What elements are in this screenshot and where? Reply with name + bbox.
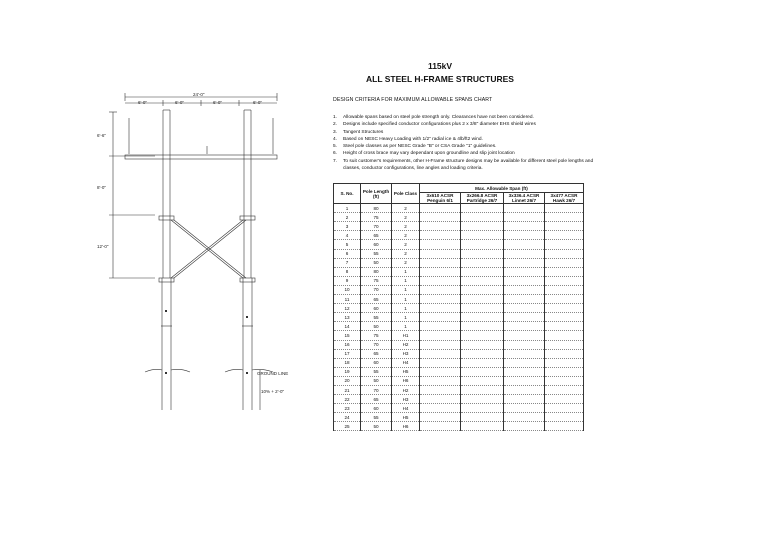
cell-sno: 14 [334, 322, 361, 331]
cell-span [461, 213, 504, 222]
cell-span [461, 240, 504, 249]
cell-pole-class: H3 [392, 349, 420, 358]
cell-pole-length: 70 [361, 285, 392, 294]
cell-span [461, 404, 504, 413]
note-number: 4. [333, 136, 338, 142]
table-row [334, 249, 584, 258]
cell-span [461, 395, 504, 404]
dim-segment: 6'-0" [213, 100, 222, 105]
table-row [334, 422, 584, 431]
cell-span [545, 413, 584, 422]
cell-span [545, 231, 584, 240]
cell-pole-class: H4 [392, 404, 420, 413]
table-row [334, 258, 584, 267]
table-row [334, 240, 584, 249]
title-line-1: 115kV [427, 61, 453, 71]
cell-sno: 4 [334, 231, 361, 240]
cell-sno: 1 [334, 204, 361, 213]
cell-span [504, 240, 545, 249]
cell-pole-length: 55 [361, 367, 392, 376]
cell-span [461, 385, 504, 394]
cell-span [504, 358, 545, 367]
cell-sno: 17 [334, 349, 361, 358]
cell-span [504, 267, 545, 276]
cell-span [420, 285, 461, 294]
cell-sno: 25 [334, 422, 361, 431]
cell-pole-length: 55 [361, 249, 392, 258]
cell-sno: 24 [334, 413, 361, 422]
cell-span [461, 285, 504, 294]
cell-span [461, 295, 504, 304]
max-span-table [333, 183, 584, 431]
cell-pole-class: H2 [392, 385, 420, 394]
cell-pole-length: 60 [361, 304, 392, 313]
cell-pole-class: H6 [392, 422, 420, 431]
cell-pole-class: 1 [392, 313, 420, 322]
cell-span [461, 376, 504, 385]
note-number: 1. [333, 115, 338, 120]
note-number: 5. [333, 144, 338, 150]
title-line-2: ALL STEEL H-FRAME STRUCTURES [366, 74, 514, 84]
cell-span [504, 313, 545, 322]
cell-pole-class: H2 [392, 340, 420, 349]
cell-span [420, 295, 461, 304]
design-notes [333, 114, 601, 172]
cell-pole-class: 2 [392, 204, 420, 213]
note-item [333, 143, 601, 150]
cell-pole-class: 1 [392, 267, 420, 276]
note-text: Height of cross brace may vary dependant upon groundline and slip joint location [343, 151, 515, 157]
cell-span [504, 249, 545, 258]
cell-span [420, 340, 461, 349]
table-row [334, 331, 584, 340]
cell-span [420, 385, 461, 394]
dim-mid: 8'-0" [97, 185, 106, 190]
cell-pole-length: 70 [361, 222, 392, 231]
note-item [333, 114, 601, 121]
cell-pole-length: 70 [361, 340, 392, 349]
cell-span [545, 331, 584, 340]
cell-span [545, 322, 584, 331]
cell-pole-length: 60 [361, 404, 392, 413]
cell-span [461, 413, 504, 422]
cell-span [420, 249, 461, 258]
table-row [334, 322, 584, 331]
dim-segment: 6'-0" [175, 100, 184, 105]
table-row [334, 304, 584, 313]
cell-span [461, 249, 504, 258]
header-conductor: 3x266.8 ACSR Partridge 26/7 [461, 193, 504, 204]
cell-span [420, 404, 461, 413]
cell-span [504, 422, 545, 431]
table-row [334, 285, 584, 294]
cell-span [545, 249, 584, 258]
note-item [333, 158, 601, 173]
cell-span [545, 304, 584, 313]
cell-span [420, 422, 461, 431]
cell-pole-class: 2 [392, 240, 420, 249]
cell-span [420, 276, 461, 285]
cell-pole-length: 50 [361, 322, 392, 331]
header-conductor: 3x610 ACSR Penguin 6/1 [420, 193, 461, 204]
cell-span [545, 267, 584, 276]
cell-span [461, 349, 504, 358]
note-item [333, 121, 601, 128]
cell-sno: 15 [334, 331, 361, 340]
cell-sno: 6 [334, 249, 361, 258]
cell-span [461, 340, 504, 349]
cell-span [545, 422, 584, 431]
cell-pole-class: H3 [392, 395, 420, 404]
cell-sno: 20 [334, 376, 361, 385]
note-text: Steel pole classes as per NESC Grade "B" or CSA Grade "1" guidelines. [343, 144, 497, 150]
cell-pole-length: 50 [361, 422, 392, 431]
table-row [334, 267, 584, 276]
cell-span [545, 258, 584, 267]
cell-pole-class: 2 [392, 222, 420, 231]
dim-segment: 6'-0" [138, 100, 147, 105]
header-max-span: Max. Allowable Span (ft) [420, 184, 584, 193]
cell-span [504, 213, 545, 222]
cell-pole-length: 75 [361, 213, 392, 222]
dim-segment: 6'-0" [253, 100, 262, 105]
cell-pole-length: 65 [361, 395, 392, 404]
cell-span [420, 240, 461, 249]
cell-span [420, 413, 461, 422]
dim-top: 6'-6" [97, 133, 106, 138]
note-item [333, 129, 601, 136]
embedment-label: 10% + 2'-0" [261, 389, 285, 394]
table-body [334, 204, 584, 431]
cell-span [504, 222, 545, 231]
cell-sno: 13 [334, 313, 361, 322]
cell-pole-length: 80 [361, 204, 392, 213]
note-item [333, 136, 601, 143]
cell-span [420, 358, 461, 367]
cell-pole-length: 50 [361, 376, 392, 385]
cell-pole-class: 1 [392, 295, 420, 304]
cell-span [504, 385, 545, 394]
cell-span [545, 295, 584, 304]
cell-span [420, 395, 461, 404]
table-row [334, 340, 584, 349]
table-row [334, 276, 584, 285]
header-pole-length: Pole Length (ft) [361, 184, 392, 204]
cell-span [504, 231, 545, 240]
cell-span [461, 267, 504, 276]
cell-pole-length: 75 [361, 276, 392, 285]
cell-span [420, 267, 461, 276]
cell-pole-class: 2 [392, 213, 420, 222]
cell-span [504, 276, 545, 285]
cell-span [420, 376, 461, 385]
cell-pole-length: 50 [361, 258, 392, 267]
cell-pole-length: 65 [361, 295, 392, 304]
table-row [334, 231, 584, 240]
header-pole-class: Pole Class [392, 184, 420, 204]
cell-sno: 12 [334, 304, 361, 313]
cell-pole-class: H4 [392, 358, 420, 367]
cell-span [461, 358, 504, 367]
cell-span [420, 204, 461, 213]
cell-pole-class: 2 [392, 249, 420, 258]
cell-span [545, 395, 584, 404]
table-row [334, 395, 584, 404]
cell-pole-length: 55 [361, 413, 392, 422]
header-conductor: 3x336.4 ACSR Linnet 26/7 [504, 193, 545, 204]
note-item [333, 150, 601, 157]
cell-span [461, 276, 504, 285]
cell-span [504, 285, 545, 294]
cell-span [461, 231, 504, 240]
cell-span [545, 376, 584, 385]
dim-overall: 24'-0" [193, 92, 205, 97]
cell-span [461, 313, 504, 322]
dim-brace: 12'-0" [97, 244, 109, 249]
cell-span [545, 367, 584, 376]
note-text: Allowable spans based on steel pole strength only. Clearances have not been considered. [343, 115, 534, 120]
cell-pole-class: H6 [392, 376, 420, 385]
cell-sno: 5 [334, 240, 361, 249]
cell-pole-length: 75 [361, 331, 392, 340]
cell-pole-class: 1 [392, 285, 420, 294]
cell-pole-length: 65 [361, 349, 392, 358]
cell-span [545, 358, 584, 367]
table-row [334, 376, 584, 385]
cell-pole-length: 65 [361, 231, 392, 240]
cell-span [504, 295, 545, 304]
cell-span [504, 349, 545, 358]
criteria-heading: DESIGN CRITERIA FOR MAXIMUM ALLOWABLE SPANS CHART [333, 97, 493, 103]
cell-sno: 3 [334, 222, 361, 231]
note-text: Based on NESC Heavy Loading with 1/2" radial ice & 4lb/ft2 wind. [343, 136, 483, 142]
cell-span [420, 331, 461, 340]
cell-pole-class: H5 [392, 367, 420, 376]
cell-span [545, 240, 584, 249]
cell-pole-length: 70 [361, 385, 392, 394]
cell-sno: 19 [334, 367, 361, 376]
cell-span [420, 258, 461, 267]
cell-span [504, 340, 545, 349]
table-row [334, 349, 584, 358]
cell-pole-class: 1 [392, 322, 420, 331]
cell-span [504, 258, 545, 267]
note-text: Designs include specified conductor configurations plus 2 x 3/8" diameter EHS shield wires [343, 122, 536, 128]
cell-pole-class: H5 [392, 413, 420, 422]
table-row [334, 222, 584, 231]
note-number: 2. [333, 122, 338, 128]
cell-span [420, 322, 461, 331]
cell-span [504, 367, 545, 376]
table-row [334, 385, 584, 394]
cell-span [545, 349, 584, 358]
cell-span [420, 313, 461, 322]
note-text: To suit customer's requirements, other H-Frame structure designs may be available for different steel pole lengths and classes, conductor configurations, line angles and loading criteria. [343, 158, 594, 172]
cell-span [504, 376, 545, 385]
cell-span [504, 331, 545, 340]
cell-pole-class: 2 [392, 231, 420, 240]
cell-span [461, 367, 504, 376]
cell-pole-length: 60 [361, 358, 392, 367]
table-row [334, 367, 584, 376]
cell-span [420, 213, 461, 222]
cell-span [420, 304, 461, 313]
note-number: 7. [333, 158, 338, 164]
cell-span [420, 349, 461, 358]
table-row [334, 295, 584, 304]
cell-sno: 18 [334, 358, 361, 367]
cell-sno: 10 [334, 285, 361, 294]
cell-span [461, 331, 504, 340]
cell-sno: 8 [334, 267, 361, 276]
cell-span [420, 231, 461, 240]
note-number: 3. [333, 129, 338, 135]
cell-pole-class: H1 [392, 331, 420, 340]
cell-pole-class: 2 [392, 258, 420, 267]
cell-span [461, 322, 504, 331]
cell-sno: 11 [334, 295, 361, 304]
cell-span [545, 313, 584, 322]
cell-span [545, 276, 584, 285]
cell-span [545, 213, 584, 222]
note-number: 6. [333, 151, 338, 157]
header-sno: S. No. [334, 184, 361, 204]
cell-pole-class: 1 [392, 304, 420, 313]
cell-sno: 16 [334, 340, 361, 349]
cell-span [461, 258, 504, 267]
cell-span [545, 340, 584, 349]
cell-pole-length: 80 [361, 267, 392, 276]
cell-span [545, 285, 584, 294]
cell-span [504, 204, 545, 213]
cell-span [504, 322, 545, 331]
table-row [334, 413, 584, 422]
cell-sno: 23 [334, 404, 361, 413]
cell-span [545, 385, 584, 394]
table-row [334, 404, 584, 413]
table-row [334, 358, 584, 367]
ground-line-label: GROUND LINE [257, 371, 289, 376]
h-frame-drawing [95, 88, 305, 418]
cell-span [420, 222, 461, 231]
cell-span [461, 422, 504, 431]
cell-pole-length: 60 [361, 240, 392, 249]
cell-sno: 22 [334, 395, 361, 404]
table-row [334, 313, 584, 322]
cell-sno: 21 [334, 385, 361, 394]
cell-sno: 7 [334, 258, 361, 267]
cell-span [420, 367, 461, 376]
cell-span [545, 204, 584, 213]
cell-span [504, 413, 545, 422]
cell-span [461, 204, 504, 213]
cell-span [461, 222, 504, 231]
cell-span [545, 222, 584, 231]
cell-pole-length: 55 [361, 313, 392, 322]
note-text: Tangent Structures [343, 129, 384, 135]
cell-span [504, 404, 545, 413]
header-conductor: 3x477 ACSR Hawk 26/7 [545, 193, 584, 204]
table-row [334, 204, 584, 213]
cell-span [545, 404, 584, 413]
cell-span [504, 395, 545, 404]
cell-sno: 2 [334, 213, 361, 222]
cell-span [504, 304, 545, 313]
cell-span [461, 304, 504, 313]
cell-pole-class: 1 [392, 276, 420, 285]
table-row [334, 213, 584, 222]
cell-sno: 9 [334, 276, 361, 285]
